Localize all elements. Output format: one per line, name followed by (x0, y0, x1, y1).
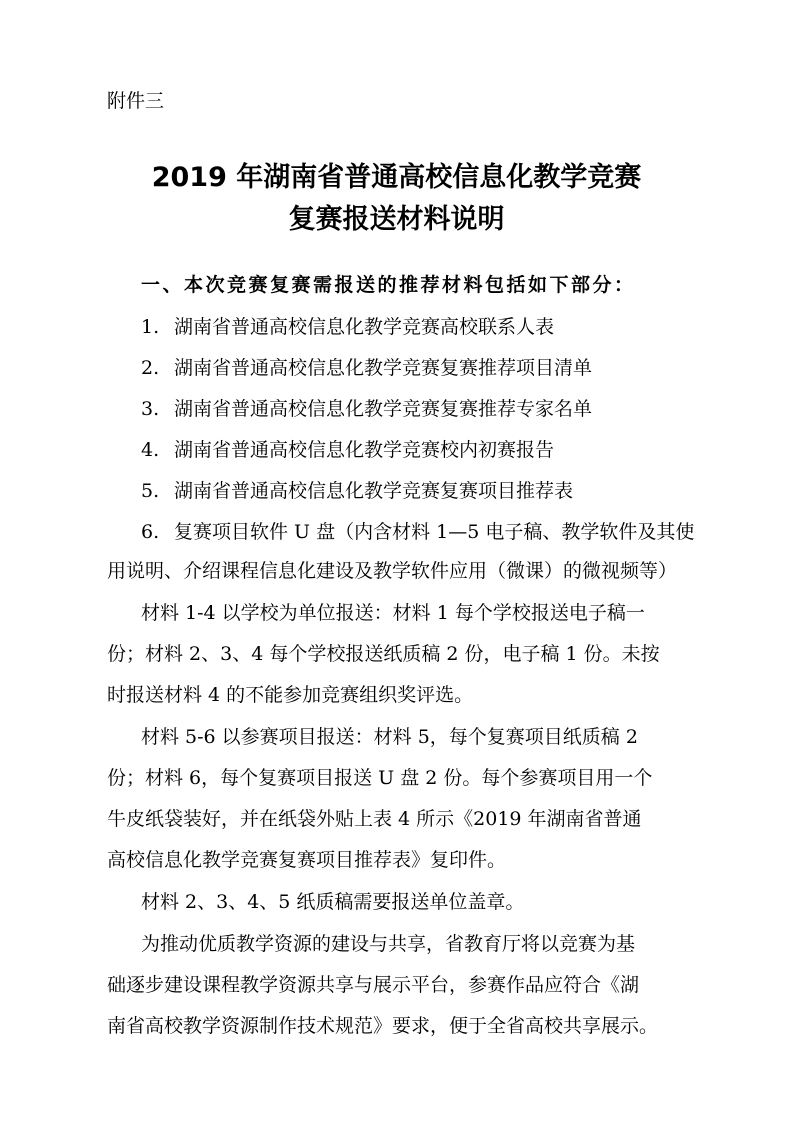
paragraph-line: 材料 1-4 以学校为单位报送：材料 1 每个学校报送电子稿一 (141, 602, 645, 624)
paragraph-line: 牛皮纸袋装好，并在纸袋外贴上表 4 所示《2019 年湖南省普通 (107, 808, 642, 830)
list-item-number: 4. (141, 439, 160, 461)
list-item-text: 湖南省普通高校信息化教学竞赛高校联系人表 (174, 316, 555, 338)
list-item-text: 湖南省普通高校信息化教学竞赛校内初赛报告 (174, 439, 555, 461)
list-item-number: 3. (141, 398, 160, 420)
paragraph-line: 高校信息化教学竞赛复赛项目推荐表》复印件。 (107, 849, 507, 871)
list-item-text: 湖南省普通高校信息化教学竞赛复赛推荐项目清单 (174, 357, 593, 379)
paragraph-line: 南省高校教学资源制作技术规范》要求，便于全省高校共享展示。 (107, 1015, 659, 1037)
list-item (141, 396, 592, 422)
list-item-continuation: 用说明、介绍课程信息化建设及教学软件应用（微课）的微视频等） (107, 560, 678, 582)
paragraph-line: 份；材料 2、3、4 每个学校报送纸质稿 2 份，电子稿 1 份。未按 (107, 643, 660, 665)
paragraph-line: 材料 5-6 以参赛项目报送：材料 5，每个复赛项目纸质稿 2 (141, 726, 638, 748)
list-item-text: 复赛项目软件 U 盘（内含材料 1—5 电子稿、教学软件及其使 (174, 521, 695, 543)
list-item (141, 519, 694, 545)
list-item (141, 437, 554, 463)
list-item (141, 314, 554, 340)
list-item-number: 1. (141, 316, 160, 338)
section-heading: 一、本次竞赛复赛需报送的推荐材料包括如下部分： (141, 274, 636, 296)
paragraph-line: 材料 2、3、4、5 纸质稿需要报送单位盖章。 (141, 891, 525, 913)
list-item (141, 478, 573, 504)
paragraph-line: 份；材料 6，每个复赛项目报送 U 盘 2 份。每个参赛项目用一个 (107, 767, 653, 789)
paragraph-line: 为推动优质教学资源的建设与共享，省教育厅将以竞赛为基 (141, 933, 636, 955)
paragraph-line: 时报送材料 4 的不能参加竞赛组织奖评选。 (107, 684, 474, 706)
paragraph-line: 础逐步建设课程教学资源共享与展示平台，参赛作品应符合《湖 (107, 974, 640, 996)
attachment-label: 附件三 (107, 90, 165, 112)
list-item-text: 湖南省普通高校信息化教学竞赛复赛推荐专家名单 (174, 398, 593, 420)
list-item (141, 355, 592, 381)
document-title-line2: 复赛报送材料说明 (288, 204, 505, 235)
list-item-text: 湖南省普通高校信息化教学竞赛复赛项目推荐表 (174, 480, 574, 502)
document-title-line1: 2019 年湖南省普通高校信息化教学竞赛 (151, 162, 642, 193)
list-item-number: 5. (141, 480, 160, 502)
list-item-number: 2. (141, 357, 160, 379)
list-item-number: 6. (141, 521, 160, 543)
